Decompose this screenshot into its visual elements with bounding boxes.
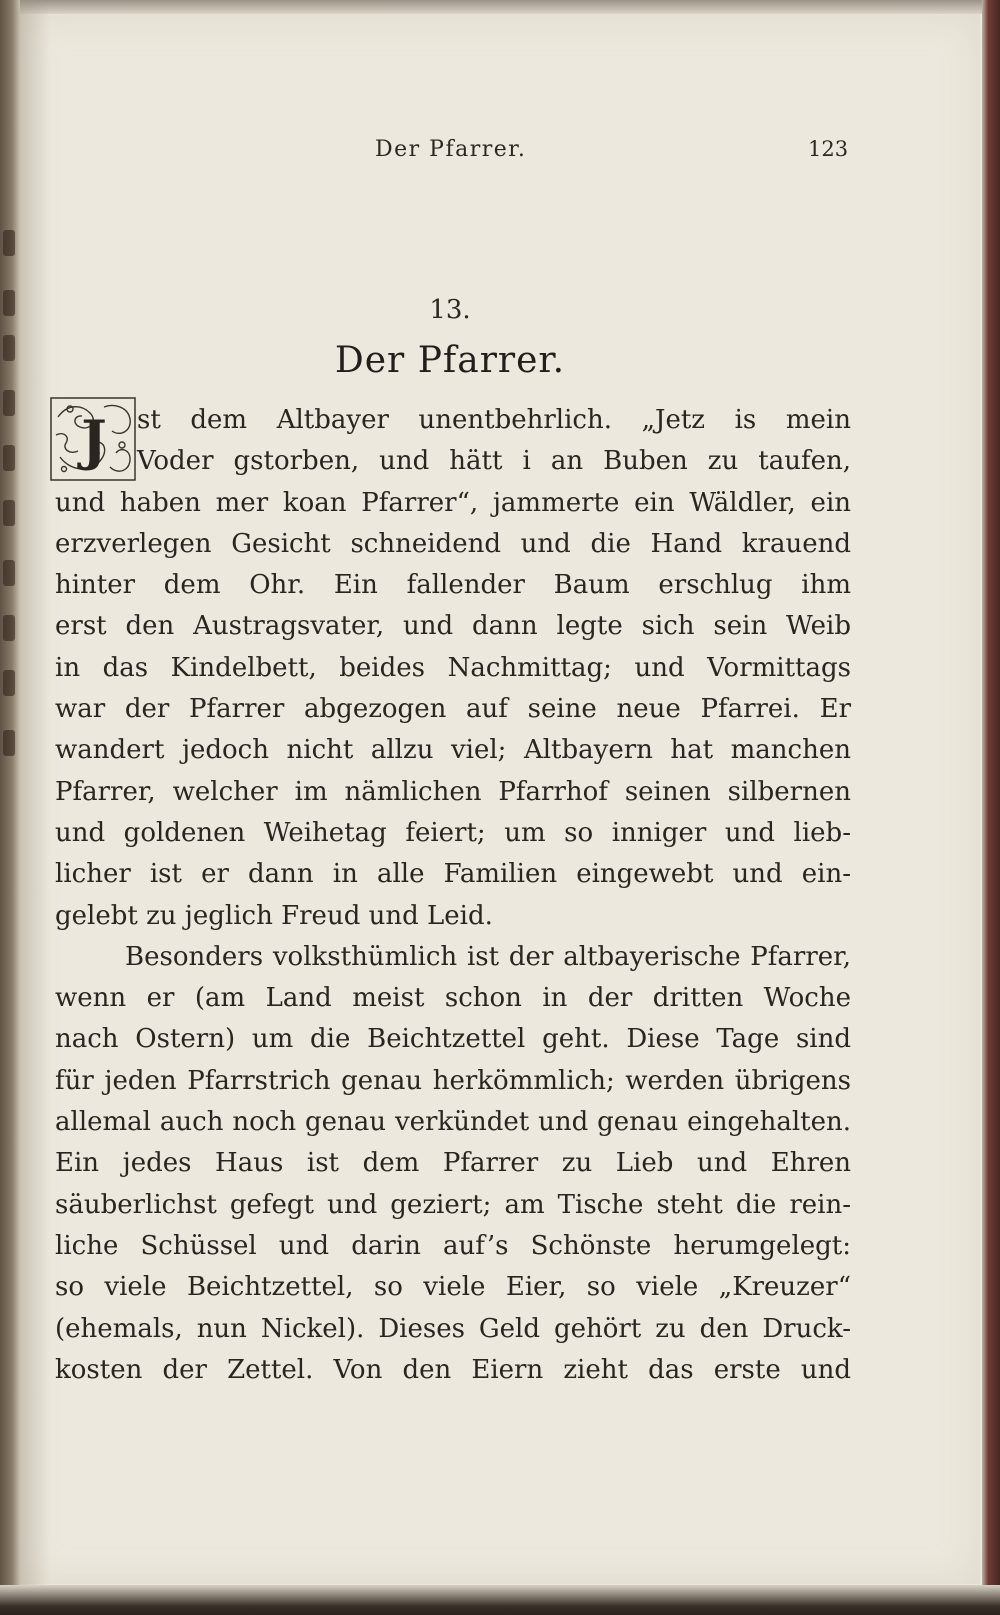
gutter-shadow — [20, 0, 50, 1615]
text-line: hinter dem Ohr. Ein fallender Baum erschlug ihm — [55, 570, 851, 601]
running-head — [0, 137, 1000, 167]
chapter-title: Der Pfarrer. — [334, 340, 566, 381]
text-line: erst den Austragsvater, und dann legte sich sein Weib — [55, 611, 851, 642]
text-line: und haben mer koan Pfarrer“, jammerte ein Wäldler, ein — [55, 487, 851, 518]
text-line: war der Pfarrer abgezogen auf seine neue Pfarrei. Er — [55, 694, 851, 725]
text-line: Voder gstorben, und hätt i an Buben zu taufen, — [137, 446, 851, 477]
page-number: 123 — [808, 137, 849, 161]
text-line: erzverlegen Gesicht schneidend und die Hand krauend — [55, 528, 851, 559]
text-line: säuberlichst gefegt und geziert; am Tische steht die rein- — [55, 1189, 851, 1220]
text-line: licher ist er dann in alle Familien eingewebt und ein- — [55, 859, 851, 890]
text-line: gelebt zu jeglich Freud und Leid. — [55, 900, 493, 931]
text-line: so viele Beichtzettel, so viele Eier, so viele „Kreuzer“ — [55, 1272, 851, 1303]
text-line: st dem Altbayer unentbehrlich. „Jetz is mein — [137, 405, 851, 435]
chapter-number: 13. — [429, 295, 471, 325]
text-line: in das Kindelbett, beides Nachmittag; und Vormittags — [55, 652, 851, 683]
text-line: wandert jedoch nicht allzu viel; Altbayern hat manchen — [55, 735, 851, 766]
text-line: Besonders volksthümlich ist der altbayerische Pfarrer, — [125, 941, 851, 972]
drop-cap-letter: J — [81, 408, 107, 472]
text-line: allemal auch noch genau verkündet und genau eingehalten. — [55, 1107, 851, 1138]
text-line: und goldenen Weihetag feiert; um so inniger und lieb- — [55, 817, 851, 848]
text-line: Pfarrer, welcher im nämlichen Pfarrhof seinen silbernen — [55, 776, 851, 807]
text-line: Ein jedes Haus ist dem Pfarrer zu Lieb und Ehren — [55, 1148, 851, 1179]
page-top-edge — [0, 0, 1000, 14]
text-line: kosten der Zettel. Von den Eiern zieht das erste und — [55, 1354, 851, 1385]
text-line: liche Schüssel und darin auf’s Schönste herumgelegt: — [55, 1230, 851, 1261]
text-line: wenn er (am Land meist schon in der dritten Woche — [55, 983, 851, 1014]
page-bottom-edge — [0, 1585, 1000, 1615]
text-line: nach Ostern) um die Beichtzettel geht. Diese Tage sind — [55, 1024, 851, 1055]
text-line: für jeden Pfarrstrich genau herkömmlich; werden übrigens — [55, 1065, 851, 1096]
running-title: Der Pfarrer. — [375, 137, 527, 162]
book-cover-edge — [982, 0, 1000, 1615]
text-line: (ehemals, nun Nickel). Dieses Geld gehört zu den Druck- — [55, 1313, 851, 1344]
body-text — [55, 400, 851, 1391]
